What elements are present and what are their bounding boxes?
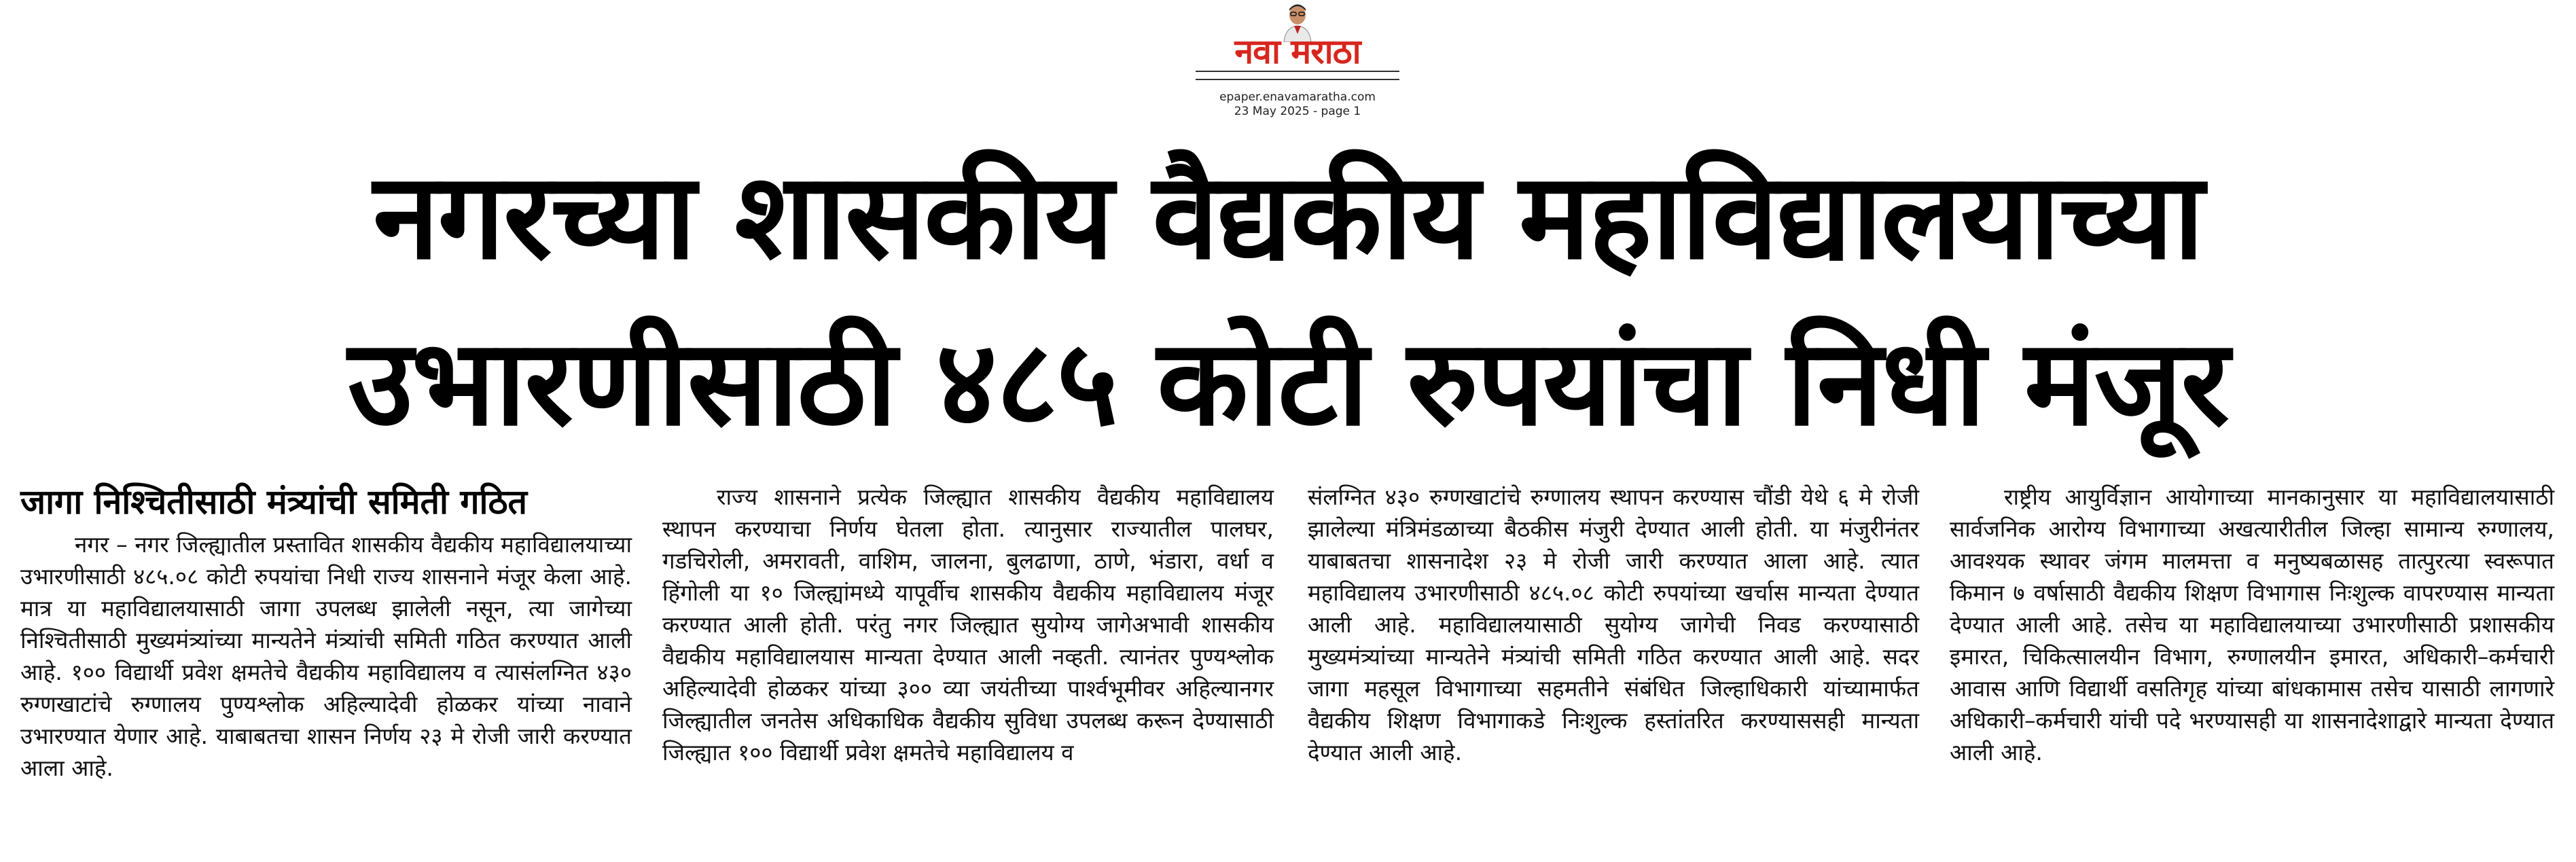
headline-line-2: उभारणीसाठी ४८५ कोटी रुपयांचा निधी मंजूर: [348, 315, 2228, 452]
headline-line-1: नगरच्या शासकीय वैद्यकीय महाविद्यालयाच्या: [373, 148, 2203, 286]
logo-tagline-strip: [1196, 71, 1399, 80]
logo-wordmark: नवा मराठा: [1234, 32, 1361, 71]
column-1-text: नगर – नगर जिल्ह्यातील प्रस्तावित शासकीय वैद्यकीय महाविद्यालयाच्या उभारणीसाठी ४८५.०८ कोटी रुपयांचा निधी राज्य शासनाने मंजूर केला आहे. मात्र या महाविद्यालयासाठी जागा उपलब्ध झालेली नसून, त्या जागेच्या निश्चितीसाठी मुख्यमंत्र्यांच्या मान्यतेने मंत्र्यांची समिती गठित करण्यात आली आहे. १०० विद्यार्थी प्रवेश क्षमतेचे वैद्यकीय महाविद्यालय व त्यासंलग्नित ४३० रुग्णखाटांचे रुग्णालय पुण्यश्लोक अहिल्यादेवी होळकर यांच्या नावाने उभारण्यात येणार आहे. याबाबतचा शासन निर्णय २३ मे रोजी जारी करण्यात आला आहे.: [20, 531, 632, 781]
column-3-text: संलग्नित ४३० रुग्णखाटांचे रुग्णालय स्थापन करण्यास चौंडी येथे ६ मे रोजी झालेल्या मंत्रिमंडळाच्या बैठकीस मंजुरी देण्यात आली होती. या मंजुरीनंतर याबाबतचा शासनादेश २३ मे रोजी जारी करण्यात आला आहे. त्यात महाविद्यालय उभारणीसाठी ४८५.०८ कोटी रुपयांच्या खर्चास मान्यता देण्यात आली आहे. महाविद्यालयासाठी सुयोग्य जागेची निवड करण्यासाठी मुख्यमंत्र्यांच्या मान्यतेने मंत्र्यांची समिती गठित करण्यात आली आहे. सदर जागा महसूल विभागाच्या सहमतीने संबंधित जिल्हाधिकारी यांच्यामार्फत वैद्यकीय शिक्षण विभागाकडे निःशुल्क हस्तांतरित करण्याससही मान्यता देण्यात आली आहे.: [1308, 484, 1919, 766]
newspaper-logo: [1155, 0, 1440, 80]
column-4-text: राष्ट्रीय आयुर्विज्ञान आयोगाच्या मानकानुसार या महाविद्यालयासाठी सार्वजनिक आरोग्य विभागाच्या अखत्यारीतील जिल्हा सामान्य रुग्णालय, आवश्यक स्थावर जंगम मालमत्ता व मनुष्यबळासह तात्पुरत्या स्वरूपात किमान ७ वर्षासाठी वैद्यकीय शिक्षण विभागास निःशुल्क वापरण्यास मान्यता देण्यात आली आहे. तसेच या महाविद्यालयाच्या उभारणीसाठी प्रशासकीय इमारत, चिकित्सालयीन विभाग, रुग्णालयीन इमारत, अधिकारी–कर्मचारी आवास आणि विद्यार्थी वसतिगृह यांच्या बांधकामास तसेच यासाठी लागणारे अधिकारी–कर्मचारी यांची पदे भरण्यासही या शासनादेशाद्वारे मान्यता देण्यात आली आहे.: [1950, 484, 2554, 766]
column-2-text: राज्य शासनाने प्रत्येक जिल्ह्यात शासकीय वैद्यकीय महाविद्यालय स्थापन करण्याचा निर्णय घेतला होता. त्यानुसार राज्यातील पालघर, गडचिरोली, अमरावती, वाशिम, जालना, बुलढाणा, ठाणे, भंडारा, वर्धा व हिंगोली या १० जिल्ह्यांमध्ये यापूर्वीच शासकीय वैद्यकीय महाविद्यालय मंजूर करण्यात आली होती. परंतु नगर जिल्ह्यात सुयोग्य जागेअभावी शासकीय वैद्यकीय महाविद्यालयास मान्यता देण्यात आली नव्हती. त्यानंतर पुण्यश्लोक अहिल्यादेवी होळकर यांच्या ३०० व्या जयंतीच्या पार्श्वभूमीवर अहिल्यानगर जिल्ह्यातील जनतेस अधिकाधिक वैद्यकीय सुविधा उपलब्ध करून देण्यासाठी जिल्ह्यात १०० विद्यार्थी प्रवेश क्षमतेचे महाविद्यालय व: [662, 484, 1274, 766]
epaper-url[interactable]: epaper.enavamaratha.com: [1219, 90, 1376, 104]
article-column-4: [1950, 481, 2554, 768]
article-column-3: [1308, 481, 1919, 768]
subheadline: जागा निश्चितीसाठी मंत्र्यांची समिती गठित: [20, 482, 528, 522]
article-column-2: [662, 481, 1274, 768]
edition-date: 23 May 2025 - page 1: [1234, 105, 1361, 118]
article-column-1: [20, 528, 632, 784]
masthead: [1155, 0, 1440, 122]
